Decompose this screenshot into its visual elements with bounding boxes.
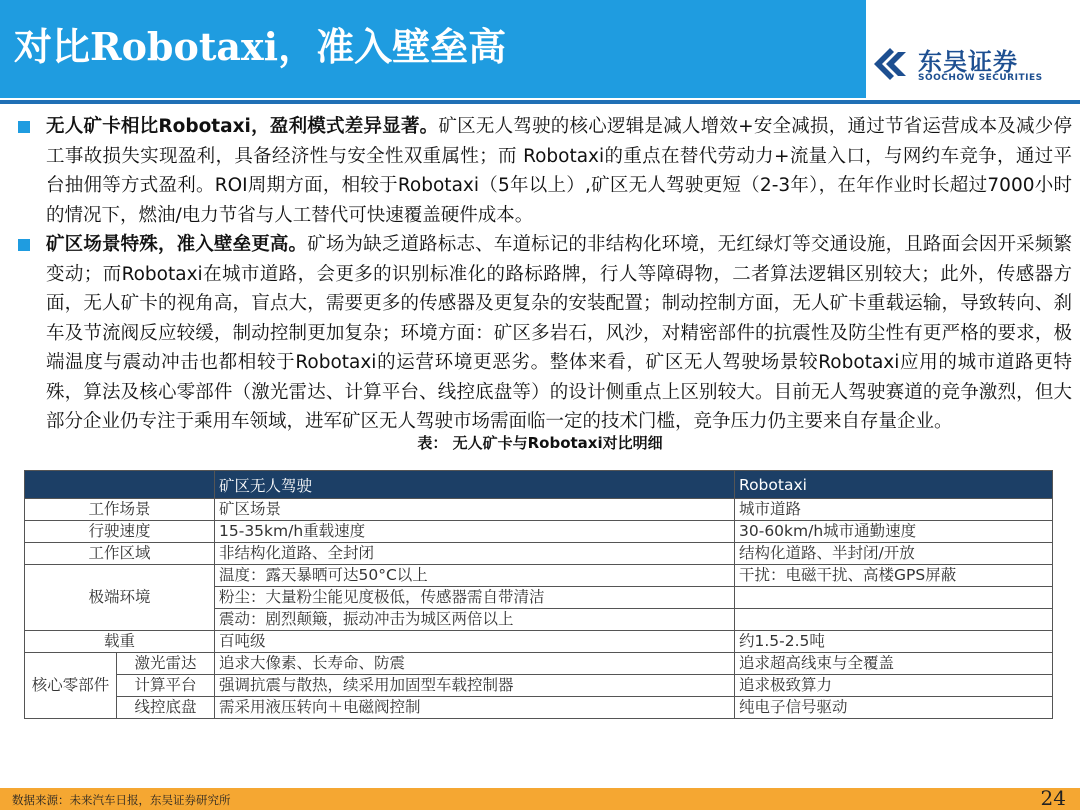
cell-mine: 需采用液压转向＋电磁阀控制 — [215, 697, 735, 719]
footer-bar — [0, 788, 1080, 810]
header-cell-empty — [25, 471, 215, 499]
cell-robotaxi — [735, 609, 1053, 631]
cell-robotaxi: 追求超高线束与全覆盖 — [735, 653, 1053, 675]
cell-mine: 温度：露天暴晒可达50°C以上 — [215, 565, 735, 587]
cell-mine: 粉尘：大量粉尘能见度极低，传感器需自带清洁 — [215, 587, 735, 609]
table-row — [25, 543, 1053, 565]
table-caption: 表： 无人矿卡与Robotaxi对比明细 — [417, 434, 663, 452]
page-number: 24 — [1040, 786, 1066, 810]
cell-mine: 追求大像素、长寿命、防震 — [215, 653, 735, 675]
cell-robotaxi: 干扰：电磁干扰、高楼GPS屏蔽 — [735, 565, 1053, 587]
row-label: 载重 — [25, 631, 215, 653]
logo-name-cn: 东吴证券 — [918, 48, 1018, 76]
header-cell-robotaxi: Robotaxi — [735, 471, 1053, 499]
paragraph-lead: 无人矿卡相比Robotaxi，盈利模式差异显著。 — [46, 116, 439, 137]
table-row — [25, 499, 1053, 521]
row-label: 工作区域 — [25, 543, 215, 565]
table-row — [25, 653, 1053, 675]
table-row — [25, 675, 1053, 697]
table-row — [25, 631, 1053, 653]
cell-mine: 百吨级 — [215, 631, 735, 653]
company-logo — [870, 40, 1070, 88]
source-note: 数据来源：未来汽车日报，东吴证券研究所 — [12, 793, 231, 807]
square-bullet-icon — [18, 121, 30, 133]
table-row — [25, 521, 1053, 543]
body-text — [14, 112, 1072, 437]
paragraph-entry-barrier — [14, 230, 1072, 437]
paragraph-text: 矿场为缺乏道路标志、车道标记的非结构化环境，无红绿灯等交通设施，且路面会因开采频繁变动；而Robotaxi在城市道路，会更多的识别标准化的路标路牌，行人等障碍物，二者算法逻辑区别较大；此外，传感器方面，无人矿卡的视角高，盲点大，需要更多的传感器及更复杂的安装配置；制动控制方面，无人矿卡重载运输，导致转向、刹车及节流阀反应较缓，制动控制更加复杂；环境方面：矿区多岩石，风沙，对精密部件的抗震性及防尘性有更严格的要求，极端温度与震动冲击也都相较于Robotaxi的运营环境更恶劣。整体来看，矿区无人驾驶场景较Robotaxi应用的城市道路更特殊，算法及核心零部件（激光雷达、计算平台、线控底盘等）的设计侧重点上区别较大。目前无人驾驶赛道的竞争激烈，但大部分企业仍专注于乘用车领域，进军矿区无人驾驶市场需面临一定的技术门槛，竞争压力仍主要来自存量企业。 — [46, 234, 1072, 432]
row-label: 核心零部件 — [25, 653, 117, 719]
paragraph-lead: 矿区场景特殊，准入壁垒更高。 — [46, 234, 308, 255]
paragraph-profit-model — [14, 112, 1072, 230]
table-row — [25, 565, 1053, 587]
square-bullet-icon — [18, 239, 30, 251]
cell-robotaxi: 约1.5-2.5吨 — [735, 631, 1053, 653]
cell-robotaxi: 结构化道路、半封闭/开放 — [735, 543, 1053, 565]
header-divider — [0, 100, 1080, 104]
cell-robotaxi: 纯电子信号驱动 — [735, 697, 1053, 719]
logo-name-en: SOOCHOW SECURITIES — [918, 73, 1043, 83]
page-title: 对比Robotaxi，准入壁垒高 — [14, 24, 507, 69]
cell-robotaxi — [735, 587, 1053, 609]
row-label: 极端环境 — [25, 565, 215, 631]
paragraph-text: 矿区无人驾驶的核心逻辑是减人增效+安全减损，通过节省运营成本及减少停工事故损失实现盈利，具备经济性与安全性双重属性；而 Robotaxi的重点在替代劳动力+流量入口，与网约车竞争，通过平台抽佣等方式盈利。ROI周期方面，相较于Robotaxi（5年以上）,矿区无人驾驶更短（2-3年），在年作业时长超过7000小时的情况下，燃油/电力节省与人工替代可快速覆盖硬件成本。 — [46, 116, 1072, 226]
row-label: 工作场景 — [25, 499, 215, 521]
cell-mine: 15-35km/h重载速度 — [215, 521, 735, 543]
cell-robotaxi: 追求极致算力 — [735, 675, 1053, 697]
sub-row-label: 线控底盘 — [117, 697, 215, 719]
table-header-row — [25, 471, 1053, 499]
cell-mine: 震动：剧烈颠簸，振动冲击为城区两倍以上 — [215, 609, 735, 631]
table-row — [25, 697, 1053, 719]
cell-robotaxi: 城市道路 — [735, 499, 1053, 521]
cell-mine: 非结构化道路、全封闭 — [215, 543, 735, 565]
cell-robotaxi: 30-60km/h城市通勤速度 — [735, 521, 1053, 543]
header-cell-mine: 矿区无人驾驶 — [215, 471, 735, 499]
sub-row-label: 计算平台 — [117, 675, 215, 697]
title-bar — [0, 0, 866, 98]
row-label: 行驶速度 — [25, 521, 215, 543]
cell-mine: 强调抗震与散热，续采用加固型车载控制器 — [215, 675, 735, 697]
cell-mine: 矿区场景 — [215, 499, 735, 521]
sub-row-label: 激光雷达 — [117, 653, 215, 675]
logo-mark-icon — [870, 44, 910, 84]
comparison-table — [24, 470, 1052, 742]
